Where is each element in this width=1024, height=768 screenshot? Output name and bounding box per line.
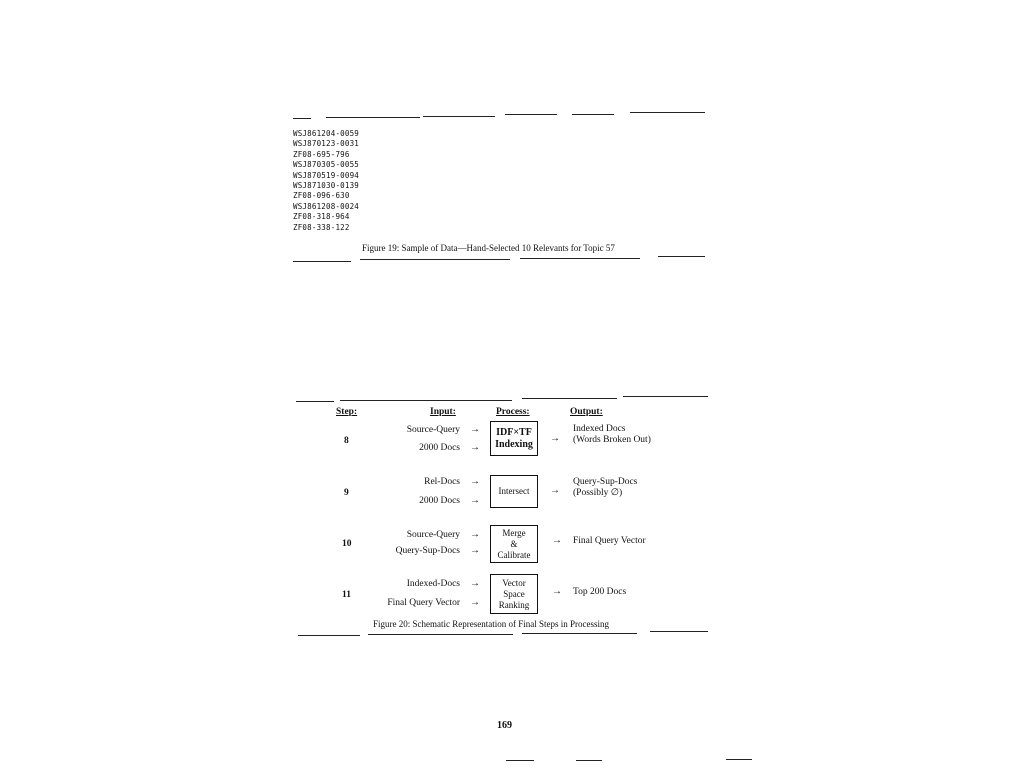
figure-19-caption: Figure 19: Sample of Data—Hand-Selected 10 Relevants for Topic 57 <box>362 243 615 253</box>
process-box <box>490 475 538 508</box>
arrow-icon: → <box>470 442 480 453</box>
rule-segment <box>506 760 534 761</box>
rule-segment <box>576 760 602 761</box>
rule-segment <box>293 261 351 262</box>
document-id: WSJ870519-0094 <box>293 170 360 180</box>
process-line: Merge <box>502 527 526 538</box>
output-text <box>573 424 651 446</box>
rule-segment <box>423 116 495 117</box>
step-header: Step: <box>336 407 358 417</box>
input-item: Final Query Vector <box>387 598 460 608</box>
arrow-icon: → <box>470 495 480 506</box>
rule-segment <box>505 114 557 115</box>
output-line: Top 200 Docs <box>573 587 627 597</box>
step-number: 9 <box>344 488 349 498</box>
input-item: Rel-Docs <box>424 477 460 487</box>
rule-segment <box>326 117 420 118</box>
rule-segment <box>658 256 705 257</box>
input-item: 2000 Docs <box>419 443 460 453</box>
arrow-icon: → <box>550 485 560 496</box>
rule-segment <box>726 759 752 760</box>
document-id: ZF08-338-122 <box>293 222 350 232</box>
output-text <box>573 477 637 499</box>
process-line: Calibrate <box>497 549 531 560</box>
document-id: WSJ870123-0031 <box>293 139 360 149</box>
input-item: 2000 Docs <box>419 496 460 506</box>
rule-segment <box>623 396 708 397</box>
process-box <box>490 574 538 614</box>
rule-segment <box>360 259 510 260</box>
rule-segment <box>296 401 334 402</box>
rule-segment <box>298 635 360 636</box>
document-id: WSJ861204-0059 <box>293 129 360 138</box>
process-header: Process: <box>496 407 530 417</box>
document-id-list <box>293 129 359 233</box>
output-line: (Possibly ∅) <box>573 488 623 498</box>
arrow-icon: → <box>470 597 480 608</box>
output-line: Final Query Vector <box>573 536 646 546</box>
page-number: 169 <box>497 720 512 731</box>
arrow-icon: → <box>550 433 560 444</box>
arrow-icon: → <box>470 424 480 435</box>
process-line: & <box>510 538 518 549</box>
output-line: Query-Sup-Docs <box>573 477 638 487</box>
rule-segment <box>293 118 311 119</box>
rule-segment <box>368 634 513 635</box>
arrow-icon: → <box>470 545 480 556</box>
rule-segment <box>522 398 617 399</box>
arrow-icon: → <box>552 535 562 546</box>
process-box <box>490 525 538 563</box>
process-line: Space <box>503 588 525 599</box>
step-number: 8 <box>344 436 349 446</box>
process-line: Ranking <box>498 599 530 610</box>
rule-segment <box>572 114 614 115</box>
output-text <box>573 587 626 598</box>
step-number: 10 <box>342 539 352 549</box>
document-id: ZF08-318-964 <box>293 212 350 222</box>
rule-segment <box>340 400 512 401</box>
output-line: (Words Broken Out) <box>573 435 651 445</box>
input-item: Source-Query <box>406 530 460 540</box>
document-id: ZF08-695-796 <box>293 149 350 159</box>
output-line: Indexed Docs <box>573 424 626 434</box>
document-id: WSJ861208-0024 <box>293 201 360 211</box>
output-header: Output: <box>570 407 603 417</box>
rule-segment <box>520 258 640 259</box>
arrow-icon: → <box>470 578 480 589</box>
input-item: Query-Sup-Docs <box>395 546 460 556</box>
arrow-icon: → <box>552 586 562 597</box>
document-id: WSJ870305-0055 <box>293 160 360 170</box>
process-line: Intersect <box>498 486 530 496</box>
input-item: Indexed-Docs <box>406 579 460 589</box>
step-number: 11 <box>342 590 351 600</box>
rule-segment <box>630 112 705 113</box>
arrow-icon: → <box>470 529 480 540</box>
rule-segment <box>522 633 637 634</box>
rule-segment <box>650 631 708 632</box>
input-item: Source-Query <box>406 425 460 435</box>
process-line: Indexing <box>495 438 533 450</box>
arrow-icon: → <box>470 476 480 487</box>
process-line: Vector <box>502 577 526 588</box>
process-line: IDF×TF <box>496 426 532 438</box>
document-id: WSJ871030-0139 <box>293 181 360 191</box>
document-id: ZF08-096-630 <box>293 191 350 201</box>
output-text <box>573 536 646 547</box>
figure-20-caption: Figure 20: Schematic Representation of Final Steps in Processing <box>373 619 609 629</box>
input-header: Input: <box>430 407 456 417</box>
process-box <box>490 421 538 456</box>
